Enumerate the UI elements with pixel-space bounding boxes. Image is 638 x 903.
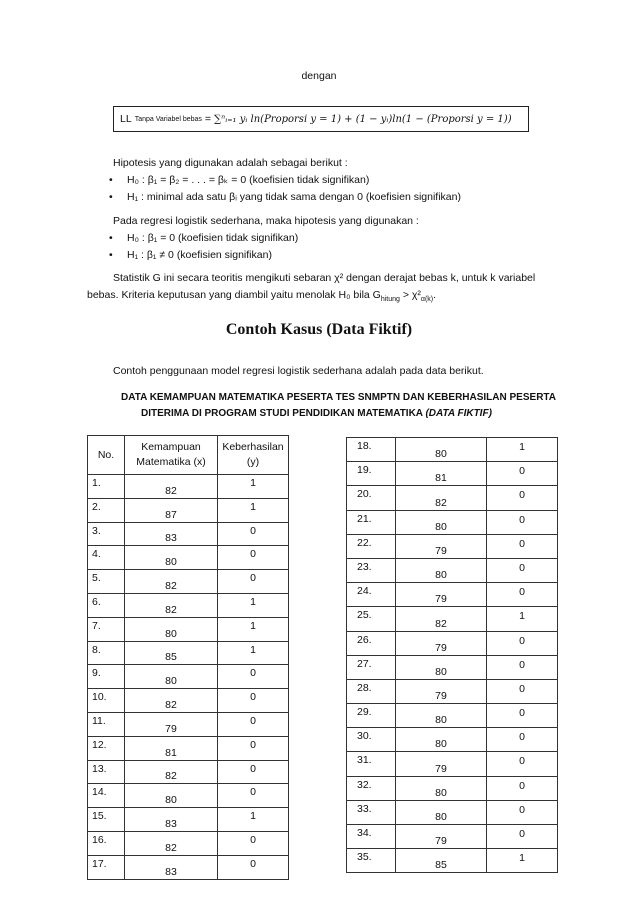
keberhasilan-value: 0 [487,825,558,849]
table-row [88,475,289,499]
statistic-gt: > χ² [399,289,421,301]
row-number: 6. [88,593,125,617]
keberhasilan-value: 0 [487,679,558,703]
keberhasilan-value: 0 [218,712,289,736]
table-row [88,546,289,570]
formula-subscript: Tanpa Variabel bebas [134,115,202,123]
row-number: 12. [88,736,125,760]
keberhasilan-value: 0 [218,831,289,855]
table-row [347,655,558,679]
table-row [88,689,289,713]
header-no: No. [88,436,125,475]
row-number: 16. [88,831,125,855]
kemampuan-value: 82 [125,570,218,594]
keberhasilan-value: 0 [487,704,558,728]
keberhasilan-value: 1 [218,617,289,641]
row-number: 17. [88,855,125,879]
hypothesis-h1: • H₁ : minimal ada satu βᵢ yang tidak sama dengan 0 (koefisien signifikan) [127,191,461,203]
row-number: 34. [347,825,396,849]
row-number: 13. [88,760,125,784]
keberhasilan-value: 1 [487,607,558,631]
keberhasilan-value: 0 [218,665,289,689]
table-row [347,534,558,558]
statistic-end: . [433,289,437,301]
row-number: 5. [88,570,125,594]
header-kemampuan: Kemampuan Matematika (x) [125,436,218,475]
kemampuan-value: 79 [396,631,487,655]
table-row [347,510,558,534]
kemampuan-value: 80 [125,784,218,808]
simple-hypothesis-h1: • H₁ : β₁ ≠ 0 (koefisien signifikan) [127,249,272,261]
kemampuan-value: 79 [396,825,487,849]
header-keberhasilan: Keberhasilan (y) [218,436,289,475]
table-row [347,558,558,582]
row-number: 27. [347,655,396,679]
kemampuan-value: 82 [125,593,218,617]
statistic-line2-text: bebas. Kriteria keputusan yang diambil yaitu menolak H₀ bila G [87,289,381,301]
table-row [88,855,289,879]
kemampuan-value: 79 [396,679,487,703]
kemampuan-value: 79 [396,534,487,558]
data-table-right [346,437,558,873]
table-row [347,583,558,607]
data-table-left [87,435,289,880]
keberhasilan-value: 1 [487,438,558,462]
keberhasilan-value: 0 [487,510,558,534]
keberhasilan-value: 0 [487,655,558,679]
keberhasilan-value: 0 [487,776,558,800]
simple-hypothesis-h0: • H₀ : β₁ = 0 (koefisien tidak signifikan) [127,232,298,244]
row-number: 18. [347,438,396,462]
kemampuan-value: 85 [125,641,218,665]
row-number: 30. [347,728,396,752]
hypothesis-h0: • H₀ : β₁ = β₂ = . . . = βₖ = 0 (koefisien tidak signifikan) [127,174,369,186]
row-number: 33. [347,800,396,824]
table-row [88,760,289,784]
kemampuan-value: 79 [125,712,218,736]
row-number: 10. [88,689,125,713]
row-number: 24. [347,583,396,607]
keberhasilan-value: 1 [218,593,289,617]
kemampuan-value: 87 [125,498,218,522]
table-row [88,808,289,832]
table-title-line1: DATA KEMAMPUAN MATEMATIKA PESERTA TES SNMPTN DAN KEBERHASILAN PESERTA [121,392,556,403]
kemampuan-value: 79 [396,752,487,776]
keberhasilan-value: 0 [487,558,558,582]
kemampuan-value: 82 [396,486,487,510]
keberhasilan-value: 0 [487,534,558,558]
kemampuan-value: 80 [396,438,487,462]
table-row [347,776,558,800]
row-number: 21. [347,510,396,534]
table-row [347,752,558,776]
table-row [347,438,558,462]
table-row [347,486,558,510]
row-number: 32. [347,776,396,800]
table-row [88,665,289,689]
table-row [88,522,289,546]
dengan-text: dengan [301,70,337,82]
kemampuan-value: 80 [125,617,218,641]
row-number: 7. [88,617,125,641]
keberhasilan-value: 0 [487,583,558,607]
kemampuan-value: 81 [396,462,487,486]
keberhasilan-value: 0 [487,631,558,655]
kemampuan-value: 83 [125,808,218,832]
kemampuan-value: 80 [396,510,487,534]
formula-expression: ∑ⁿᵢ₌₁ yᵢ ln(Proporsi y = 1) + (1 − yᵢ)ln(1 − (Proporsi y = 1)) [214,113,512,125]
keberhasilan-value: 0 [218,855,289,879]
keberhasilan-value: 1 [218,641,289,665]
keberhasilan-value: 0 [218,689,289,713]
row-number: 19. [347,462,396,486]
keberhasilan-value: 0 [218,736,289,760]
kemampuan-value: 80 [396,558,487,582]
table-row [88,712,289,736]
row-number: 14. [88,784,125,808]
formula-equals: = [204,113,212,125]
kemampuan-value: 80 [396,728,487,752]
table-title-line2-text: DITERIMA DI PROGRAM STUDI PENDIDIKAN MATEMATIKA [141,408,426,419]
row-number: 22. [347,534,396,558]
table-row [347,704,558,728]
keberhasilan-value: 1 [218,498,289,522]
table-header-row [88,436,289,475]
keberhasilan-value: 0 [487,462,558,486]
kemampuan-value: 82 [396,607,487,631]
kemampuan-value: 82 [125,760,218,784]
keberhasilan-value: 0 [487,486,558,510]
hypothesis-intro: Hipotesis yang digunakan adalah sebagai berikut : [113,157,348,169]
kemampuan-value: 82 [125,689,218,713]
table-row [347,800,558,824]
kemampuan-value: 80 [396,655,487,679]
row-number: 8. [88,641,125,665]
table-row [88,570,289,594]
row-number: 26. [347,631,396,655]
example-intro: Contoh penggunaan model regresi logistik sederhana adalah pada data berikut. [113,365,484,377]
kemampuan-value: 81 [125,736,218,760]
table-row [347,728,558,752]
table-row [347,679,558,703]
row-number: 15. [88,808,125,832]
row-number: 1. [88,475,125,499]
table-row [88,736,289,760]
row-number: 2. [88,498,125,522]
kemampuan-value: 80 [396,776,487,800]
keberhasilan-value: 1 [218,808,289,832]
table-row [347,825,558,849]
row-number: 11. [88,712,125,736]
table-row [88,831,289,855]
statistic-alpha: α(k) [420,296,434,304]
keberhasilan-value: 0 [218,546,289,570]
table-row [347,462,558,486]
table-title-line2 [141,408,492,419]
row-number: 29. [347,704,396,728]
table-row [347,607,558,631]
kemampuan-value: 82 [125,831,218,855]
statistic-hitung: hitung [380,296,400,304]
keberhasilan-value: 0 [218,522,289,546]
section-heading: Contoh Kasus (Data Fiktif) [225,321,413,338]
table-row [88,617,289,641]
keberhasilan-value: 1 [487,849,558,873]
kemampuan-value: 85 [396,849,487,873]
simple-hypothesis-intro: Pada regresi logistik sederhana, maka hipotesis yang digunakan : [113,215,419,227]
keberhasilan-value: 0 [218,784,289,808]
kemampuan-value: 83 [125,855,218,879]
statistic-line2 [87,287,436,308]
keberhasilan-value: 0 [218,760,289,784]
row-number: 31. [347,752,396,776]
keberhasilan-value: 0 [218,570,289,594]
keberhasilan-value: 0 [487,800,558,824]
keberhasilan-value: 1 [218,475,289,499]
table-row [88,784,289,808]
row-number: 28. [347,679,396,703]
table-row [88,641,289,665]
kemampuan-value: 82 [125,475,218,499]
row-number: 9. [88,665,125,689]
statistic-line1: Statistik G ini secara teoritis mengikuti sebaran χ² dengan derajat bebas k, untuk k variabel [113,272,536,284]
table-row [347,849,558,873]
row-number: 4. [88,546,125,570]
table-title-fiktif: (DATA FIKTIF) [425,408,492,419]
kemampuan-value: 80 [396,800,487,824]
formula-box [113,106,529,132]
kemampuan-value: 83 [125,522,218,546]
kemampuan-value: 80 [396,704,487,728]
table-row [88,498,289,522]
row-number: 25. [347,607,396,631]
kemampuan-value: 80 [125,665,218,689]
keberhasilan-value: 0 [487,728,558,752]
row-number: 35. [347,849,396,873]
row-number: 3. [88,522,125,546]
row-number: 23. [347,558,396,582]
row-number: 20. [347,486,396,510]
formula-ll: LL [120,113,132,125]
keberhasilan-value: 0 [487,752,558,776]
table-row [88,593,289,617]
kemampuan-value: 79 [396,583,487,607]
table-row [347,631,558,655]
kemampuan-value: 80 [125,546,218,570]
